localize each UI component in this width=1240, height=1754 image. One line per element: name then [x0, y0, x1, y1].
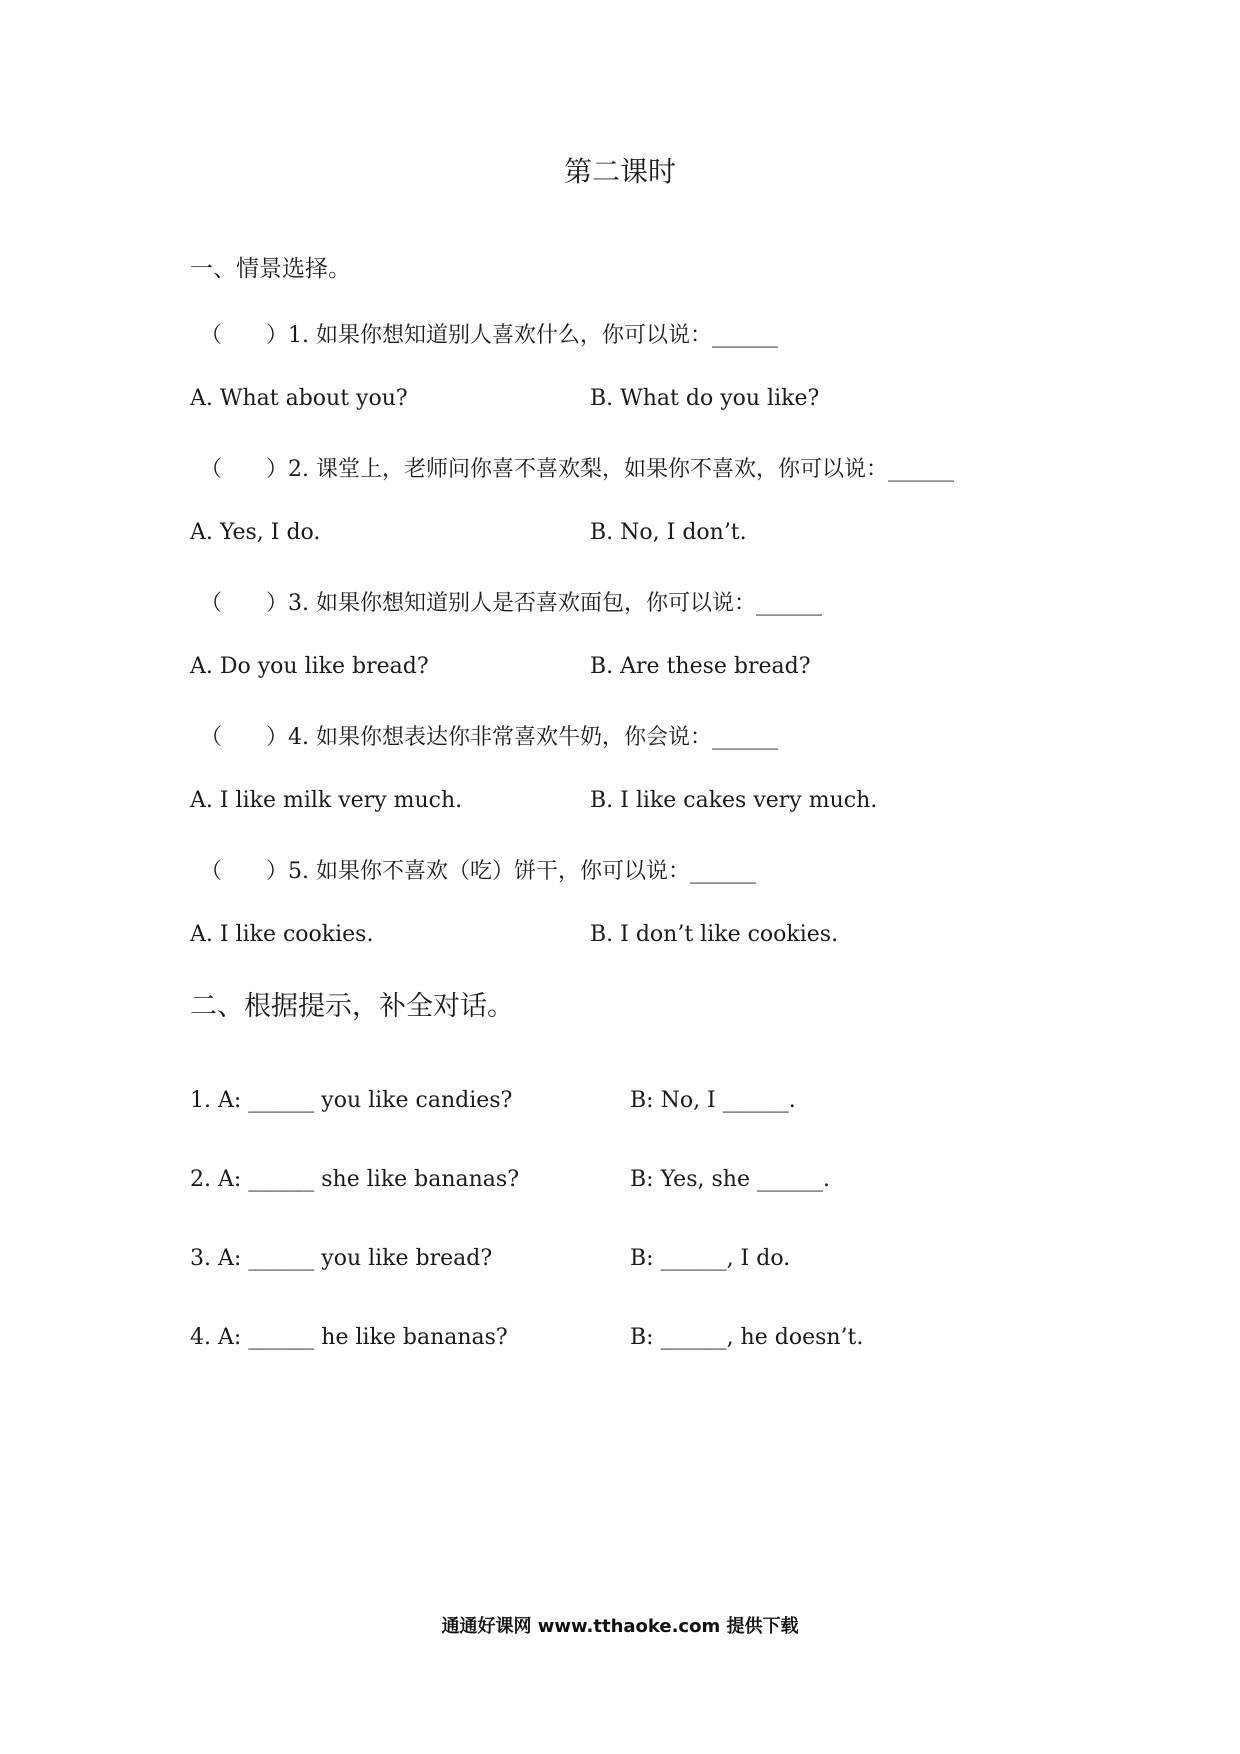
question-5: [200, 854, 756, 885]
option-a: A. Yes, I do.: [190, 520, 321, 545]
dialog-1-a: 1. A: ______ you like candies?: [190, 1088, 513, 1113]
option-b: B. What do you like?: [590, 386, 820, 411]
option-a: A. I like cookies.: [190, 922, 374, 947]
option-a: A. Do you like bread?: [190, 654, 429, 679]
section1-heading: 一、情景选择。: [190, 256, 351, 282]
option-b: B. I don’t like cookies.: [590, 922, 839, 947]
dialog-1-b: B: No, I ______.: [630, 1088, 796, 1113]
question-1: [200, 318, 778, 349]
option-b: B. Are these bread?: [590, 654, 811, 679]
dialog-4-a: 4. A: ______ he like bananas?: [190, 1325, 508, 1350]
footer-credit: 通通好课网 www.tthaoke.com 提供下载: [441, 1616, 799, 1637]
answer-blank: （ ）: [200, 859, 289, 884]
dialog-2-b: B: Yes, she ______.: [630, 1167, 830, 1192]
question-text: 3. 如果你想知道别人是否喜欢面包，你可以说：______: [288, 591, 822, 616]
answer-blank: （ ）: [200, 457, 289, 482]
dialog-3-b: B: ______, I do.: [630, 1246, 791, 1271]
page-title: 第二课时: [563, 155, 676, 188]
option-b: B. I like cakes very much.: [590, 788, 878, 813]
option-b: B. No, I don’t.: [590, 520, 747, 545]
answer-blank: （ ）: [200, 323, 289, 348]
dialog-4-b: B: ______, he doesn’t.: [630, 1325, 864, 1350]
question-4: [200, 720, 778, 751]
option-a: A. I like milk very much.: [190, 788, 463, 813]
question-text: 2. 课堂上，老师问你喜不喜欢梨，如果你不喜欢，你可以说：______: [288, 457, 954, 482]
option-a: A. What about you?: [190, 386, 408, 411]
question-text: 5. 如果你不喜欢（吃）饼干，你可以说：______: [288, 859, 756, 884]
answer-blank: （ ）: [200, 591, 289, 616]
dialog-2-a: 2. A: ______ she like bananas?: [190, 1167, 520, 1192]
dialog-3-a: 3. A: ______ you like bread?: [190, 1246, 493, 1271]
answer-blank: （ ）: [200, 725, 289, 750]
question-text: 1. 如果你想知道别人喜欢什么，你可以说：______: [288, 323, 778, 348]
question-3: [200, 586, 822, 617]
question-text: 4. 如果你想表达你非常喜欢牛奶，你会说：______: [288, 725, 778, 750]
section2-heading: 二、根据提示，补全对话。: [190, 991, 514, 1022]
question-2: [200, 452, 954, 483]
